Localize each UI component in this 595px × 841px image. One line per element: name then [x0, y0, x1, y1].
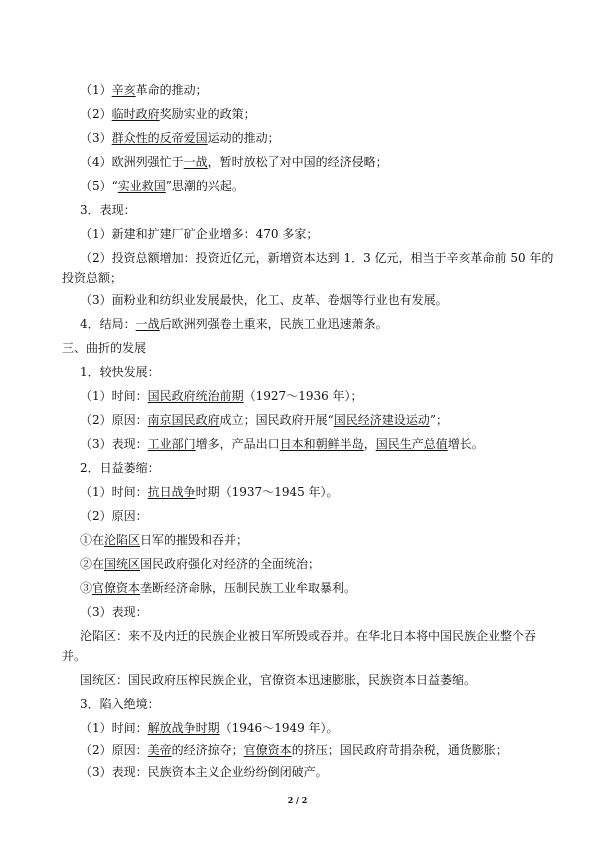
text-line-20: ①在沦陷区日军的摧毁和吞并； — [80, 533, 249, 547]
section-heading: 3．陷入绝境： — [80, 697, 160, 711]
text-line-30: （3）表现：民族资本主义企业纷纷倒闭破产。 — [80, 765, 328, 779]
text-line-15: （2）原因：南京国民政府成立；国民政府开展“国民经济建设运动”； — [80, 413, 448, 427]
text-line-2: （2）临时政府奖励实业的政策； — [80, 107, 256, 121]
page-number: 2 / 2 — [287, 795, 308, 805]
text-line-14: （1）时间：国民政府统治前期（1927～1936 年）； — [80, 389, 363, 403]
text-line-16: （3）表现：工业部门增多，产品出口日本和朝鲜半岛，国民生产总值增长。 — [80, 437, 484, 451]
text-line-19: （2）原因： — [80, 509, 148, 523]
section-heading: 3．表现： — [80, 203, 136, 217]
section-heading: 2．日益萎缩： — [80, 461, 160, 475]
text-line-4: （4）欧洲列强忙于一战，暂时放松了对中国的经济侵略； — [80, 155, 388, 169]
text-line-26: 国统区：国民政府压榨民族企业，官僚资本迅速膨胀，民族资本日益萎缩。 — [80, 673, 477, 687]
text-line-28: （1）时间：解放战争时期（1946～1949 年）。 — [80, 721, 339, 735]
text-line-24: 沦陷区：来不及内迁的民族企业被日军所毁或吞并。在华北日本将中国民族企业整个吞 — [80, 629, 537, 643]
chapter-heading: 三、曲折的发展 — [62, 341, 147, 355]
text-line-1: （1）辛亥革命的推动； — [80, 83, 208, 97]
text-line-29: （2）原因：美帝的经济掠夺；官僚资本的挤压；国民政府苛捐杂税，通货膨胀； — [80, 743, 508, 757]
text-line-22: ③官僚资本垄断经济命脉，压制民族工业牟取暴利。 — [80, 581, 357, 595]
text-line-3: （3）群众性的反帝爱国运动的推动； — [80, 131, 280, 145]
text-line-9: 投资总额； — [62, 271, 123, 285]
text-line-5: （5）“实业救国”思潮的兴起。 — [80, 179, 244, 193]
text-line-21: ②在国统区国民政府强化对经济的全面统治； — [80, 557, 321, 571]
text-line-23: （3）表现： — [80, 605, 148, 619]
text-line-7: （1）新建和扩建厂矿企业增多：470 多家； — [80, 227, 319, 241]
text-line-25: 并。 — [62, 649, 87, 663]
text-line-11: 4．结局：一战后欧洲列强卷土重来，民族工业迅速萧条。 — [80, 317, 388, 331]
text-line-10: （3）面粉业和纺织业发展最快，化工、皮革、卷烟等行业也有发展。 — [80, 293, 448, 307]
text-line-18: （1）时间：抗日战争时期（1937～1945 年）。 — [80, 485, 339, 499]
section-heading: 1．较快发展： — [80, 365, 160, 379]
text-line-8: （2）投资总额增加：投资近亿元，新增资本达到 1．3 亿元，相当于辛亥革命前 50 年的 — [80, 251, 554, 265]
